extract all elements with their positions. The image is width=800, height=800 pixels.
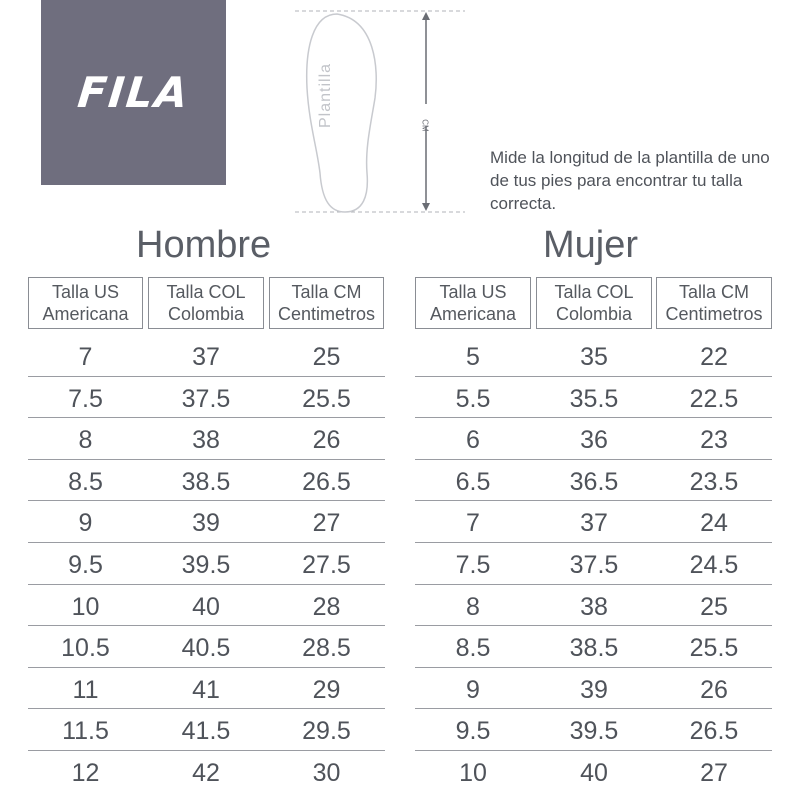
men-header-line2: Colombia xyxy=(167,304,245,324)
women-cell: 39 xyxy=(580,675,608,704)
women-cell: 9.5 xyxy=(455,717,491,746)
women-table-row xyxy=(536,545,652,586)
women-table-row xyxy=(536,503,652,544)
men-cell: 27.5 xyxy=(302,551,351,579)
men-cell: 25 xyxy=(312,343,341,371)
women-table-row xyxy=(536,462,652,503)
men-table-row xyxy=(28,420,143,461)
men-table-row xyxy=(269,420,384,461)
women-header-line1: Talla COL xyxy=(554,282,634,302)
men-table-row xyxy=(269,753,384,794)
insole-diagram xyxy=(295,8,465,218)
women-cell: 36.5 xyxy=(569,467,619,496)
men-table-row xyxy=(148,587,264,628)
men-cell: 8.5 xyxy=(68,467,103,496)
women-cell: 40 xyxy=(580,759,608,787)
women-header-2 xyxy=(536,277,652,329)
men-table-row xyxy=(148,628,264,669)
women-table-row xyxy=(656,462,772,503)
men-row-divider xyxy=(28,417,385,418)
women-cell: 36 xyxy=(580,426,608,455)
women-table-row xyxy=(415,711,531,752)
women-table-row xyxy=(536,628,652,669)
brand-logo-box xyxy=(41,0,226,185)
measure-label: CM xyxy=(420,119,430,132)
men-cell: 26.5 xyxy=(302,467,351,496)
men-cell: 25.5 xyxy=(302,384,351,413)
women-cell: 35 xyxy=(580,343,608,371)
women-cell: 7 xyxy=(466,509,480,538)
men-cell: 12 xyxy=(71,759,100,787)
women-cell: 24.5 xyxy=(689,551,739,579)
women-table-row xyxy=(415,545,531,586)
men-table-row xyxy=(28,670,143,711)
women-cell: 35.5 xyxy=(569,384,619,413)
men-table-row xyxy=(148,379,264,420)
women-table-row xyxy=(415,503,531,544)
men-cell: 11 xyxy=(72,675,99,704)
women-cell: 27 xyxy=(700,759,728,787)
men-table-row xyxy=(28,337,143,378)
women-row-divider xyxy=(415,542,772,543)
men-cell: 38.5 xyxy=(181,467,231,496)
men-table-row xyxy=(269,670,384,711)
men-cell: 7.5 xyxy=(68,384,103,413)
men-header-line2: Americana xyxy=(42,304,129,324)
men-cell: 37.5 xyxy=(181,384,231,413)
women-header-line1: Talla US xyxy=(439,282,507,302)
men-table-row xyxy=(269,462,384,503)
men-table-row xyxy=(28,379,143,420)
women-cell: 6 xyxy=(466,426,480,455)
women-table-row xyxy=(536,753,652,794)
women-row-divider xyxy=(415,459,772,460)
women-table-row xyxy=(536,587,652,628)
women-header-line2: Colombia xyxy=(555,304,633,324)
women-table-row xyxy=(656,420,772,461)
men-cell: 11.5 xyxy=(62,717,109,746)
men-cell: 41 xyxy=(192,675,220,704)
men-table-row xyxy=(269,711,384,752)
men-cell: 42 xyxy=(192,759,220,787)
men-header-3 xyxy=(269,277,384,329)
women-cell: 23 xyxy=(700,426,728,455)
men-cell: 30 xyxy=(312,759,341,787)
women-cell: 26 xyxy=(700,675,728,704)
men-cell: 39.5 xyxy=(181,551,231,579)
men-header-line1: Talla COL xyxy=(166,282,246,302)
women-row-divider xyxy=(415,750,772,751)
men-cell: 28.5 xyxy=(302,634,351,663)
men-header-line1: Talla US xyxy=(51,282,120,302)
men-table-row xyxy=(28,753,143,794)
men-cell: 29.5 xyxy=(302,717,351,746)
men-cell: 28 xyxy=(312,592,341,621)
men-table-row xyxy=(269,379,384,420)
men-cell: 10 xyxy=(71,592,100,621)
men-header-1 xyxy=(28,277,143,329)
men-table-row xyxy=(28,462,143,503)
women-cell: 6.5 xyxy=(455,467,491,496)
brand-logo: FILA xyxy=(75,68,192,117)
women-cell: 37 xyxy=(580,509,608,538)
women-row-divider xyxy=(415,417,772,418)
women-table-row xyxy=(415,587,531,628)
men-table-row xyxy=(269,503,384,544)
women-table-row xyxy=(656,545,772,586)
women-cell: 38.5 xyxy=(569,634,619,663)
women-header-3 xyxy=(656,277,772,329)
women-table-row xyxy=(656,628,772,669)
men-cell: 38 xyxy=(192,426,220,455)
women-table-row xyxy=(536,420,652,461)
women-row-divider xyxy=(415,376,772,377)
men-table-row xyxy=(28,587,143,628)
men-table-row xyxy=(28,628,143,669)
men-table-row xyxy=(148,337,264,378)
women-table-row xyxy=(656,711,772,752)
women-row-divider xyxy=(415,584,772,585)
men-table-row xyxy=(28,711,143,752)
women-row-divider xyxy=(415,708,772,709)
women-cell: 8.5 xyxy=(455,634,491,663)
men-row-divider xyxy=(28,459,385,460)
men-header-line2: Centimetros xyxy=(277,304,376,324)
men-title: Hombre xyxy=(136,224,272,266)
men-header-line1: Talla CM xyxy=(291,282,362,302)
men-cell: 10.5 xyxy=(61,634,110,663)
women-table-row xyxy=(656,337,772,378)
men-cell: 29 xyxy=(312,675,341,704)
men-cell: 27 xyxy=(312,509,341,538)
women-table-row xyxy=(656,753,772,794)
men-row-divider xyxy=(28,625,385,626)
men-cell: 9.5 xyxy=(68,551,103,579)
men-cell: 40.5 xyxy=(181,634,231,663)
men-table-row xyxy=(28,545,143,586)
women-table-row xyxy=(536,379,652,420)
men-cell: 7 xyxy=(78,343,93,371)
women-cell: 5 xyxy=(466,343,480,371)
women-table-row xyxy=(536,337,652,378)
men-table-row xyxy=(148,711,264,752)
women-table-row xyxy=(415,670,531,711)
men-table-row xyxy=(148,420,264,461)
women-cell: 10 xyxy=(459,759,487,787)
women-row-divider xyxy=(415,667,772,668)
men-cell: 39 xyxy=(192,509,220,538)
women-table-row xyxy=(656,503,772,544)
women-cell: 8 xyxy=(466,592,480,621)
men-cell: 8 xyxy=(78,426,93,455)
women-table-row xyxy=(656,379,772,420)
women-cell: 24 xyxy=(700,509,728,538)
men-row-divider xyxy=(28,708,385,709)
men-row-divider xyxy=(28,542,385,543)
women-table-row xyxy=(656,670,772,711)
women-table-row xyxy=(415,420,531,461)
women-cell: 37.5 xyxy=(569,551,619,579)
women-table-row xyxy=(415,337,531,378)
women-table-row xyxy=(415,462,531,503)
women-cell: 25 xyxy=(700,592,728,621)
men-table-row xyxy=(269,545,384,586)
men-table-row xyxy=(148,462,264,503)
women-cell: 25.5 xyxy=(689,634,739,663)
men-row-divider xyxy=(28,667,385,668)
women-row-divider xyxy=(415,625,772,626)
women-table-row xyxy=(536,670,652,711)
men-header-2 xyxy=(148,277,264,329)
women-table-row xyxy=(536,711,652,752)
women-cell: 22.5 xyxy=(689,384,739,413)
women-cell: 38 xyxy=(580,592,608,621)
women-table-row xyxy=(656,587,772,628)
women-header-1 xyxy=(415,277,531,329)
men-cell: 9 xyxy=(78,509,93,538)
women-table-row xyxy=(415,379,531,420)
men-table-row xyxy=(148,545,264,586)
men-row-divider xyxy=(28,750,385,751)
women-header-line2: Americana xyxy=(429,304,517,324)
men-table-row xyxy=(148,503,264,544)
women-table-row xyxy=(415,753,531,794)
women-header-line1: Talla CM xyxy=(678,282,749,302)
instructions-text: Mide la longitud de la plantilla de uno de tus pies para encontrar tu talla correcta. xyxy=(490,148,770,213)
men-table-row xyxy=(269,337,384,378)
men-row-divider xyxy=(28,376,385,377)
women-cell: 23.5 xyxy=(689,467,739,496)
women-cell: 26.5 xyxy=(689,717,739,746)
men-cell: 40 xyxy=(192,592,220,621)
men-cell: 26 xyxy=(312,426,341,455)
men-table-row xyxy=(269,587,384,628)
women-row-divider xyxy=(415,500,772,501)
women-cell: 5.5 xyxy=(455,384,491,413)
men-table-row xyxy=(269,628,384,669)
men-row-divider xyxy=(28,584,385,585)
men-row-divider xyxy=(28,500,385,501)
men-table-row xyxy=(148,670,264,711)
women-title: Mujer xyxy=(543,224,639,266)
men-table-row xyxy=(28,503,143,544)
women-cell: 39.5 xyxy=(569,717,619,746)
men-table-row xyxy=(148,753,264,794)
women-header-line2: Centimetros xyxy=(665,304,763,324)
women-table-row xyxy=(415,628,531,669)
men-cell: 41.5 xyxy=(181,717,231,746)
women-cell: 7.5 xyxy=(455,551,491,579)
insole-label: Plantilla xyxy=(317,62,334,128)
men-cell: 37 xyxy=(192,343,220,371)
women-cell: 22 xyxy=(700,343,728,371)
women-cell: 9 xyxy=(466,675,480,704)
